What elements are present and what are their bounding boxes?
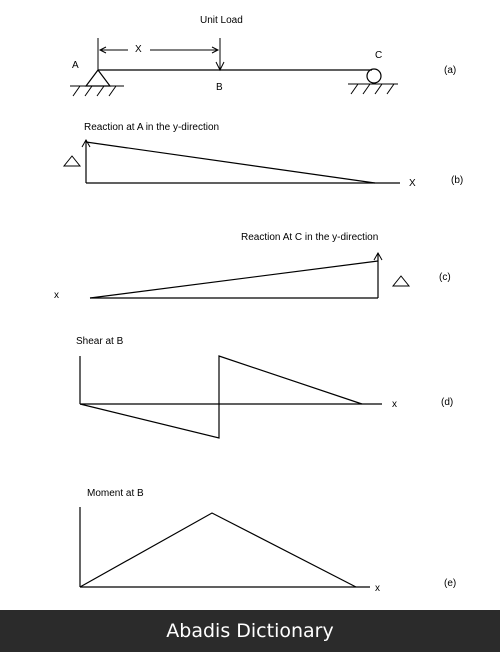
footer-text: Abadis Dictionary [166, 620, 334, 642]
panel-c-tag: (c) [439, 272, 451, 283]
panel-e-axis-label: x [375, 583, 380, 594]
unit-load-label: Unit Load [200, 15, 243, 26]
panel-b-title: Reaction at A in the y-direction [84, 122, 220, 133]
influence-line-reaction-a [86, 142, 375, 183]
panel-b-tag: (b) [451, 175, 464, 186]
panel-moment-b [80, 488, 456, 594]
point-a-label: A [72, 60, 79, 71]
beam-panel [70, 15, 456, 96]
panel-d-tag: (d) [441, 397, 454, 408]
delta-triangle-icon-c [393, 276, 409, 286]
panel-e-title: Moment at B [87, 488, 144, 499]
pin-support-icon [86, 70, 110, 86]
distance-x-label: X [135, 44, 142, 55]
panel-a-tag: (a) [444, 65, 457, 76]
panel-c-title: Reaction At C in the y-direction [241, 232, 379, 243]
panel-shear-b [76, 336, 453, 438]
pin-ground-hatch-icon [73, 86, 116, 96]
footer-banner [0, 610, 500, 652]
roller-ground-hatch-icon [351, 84, 394, 94]
influence-line-moment-b [80, 513, 356, 587]
roller-support-icon [367, 69, 381, 83]
point-b-label: B [216, 82, 223, 93]
point-c-label: C [375, 50, 383, 61]
panel-c-axis-label: x [54, 290, 59, 301]
influence-line-shear-b [80, 356, 362, 438]
panel-reaction-a [64, 122, 463, 189]
panel-b-axis-label: X [409, 178, 416, 189]
panel-e-tag: (e) [444, 578, 457, 589]
panel-d-axis-label: x [392, 399, 397, 410]
influence-line-reaction-c [90, 261, 378, 298]
panel-reaction-c [54, 232, 451, 301]
delta-triangle-icon-b [64, 156, 80, 166]
panel-d-title: Shear at B [76, 336, 124, 347]
